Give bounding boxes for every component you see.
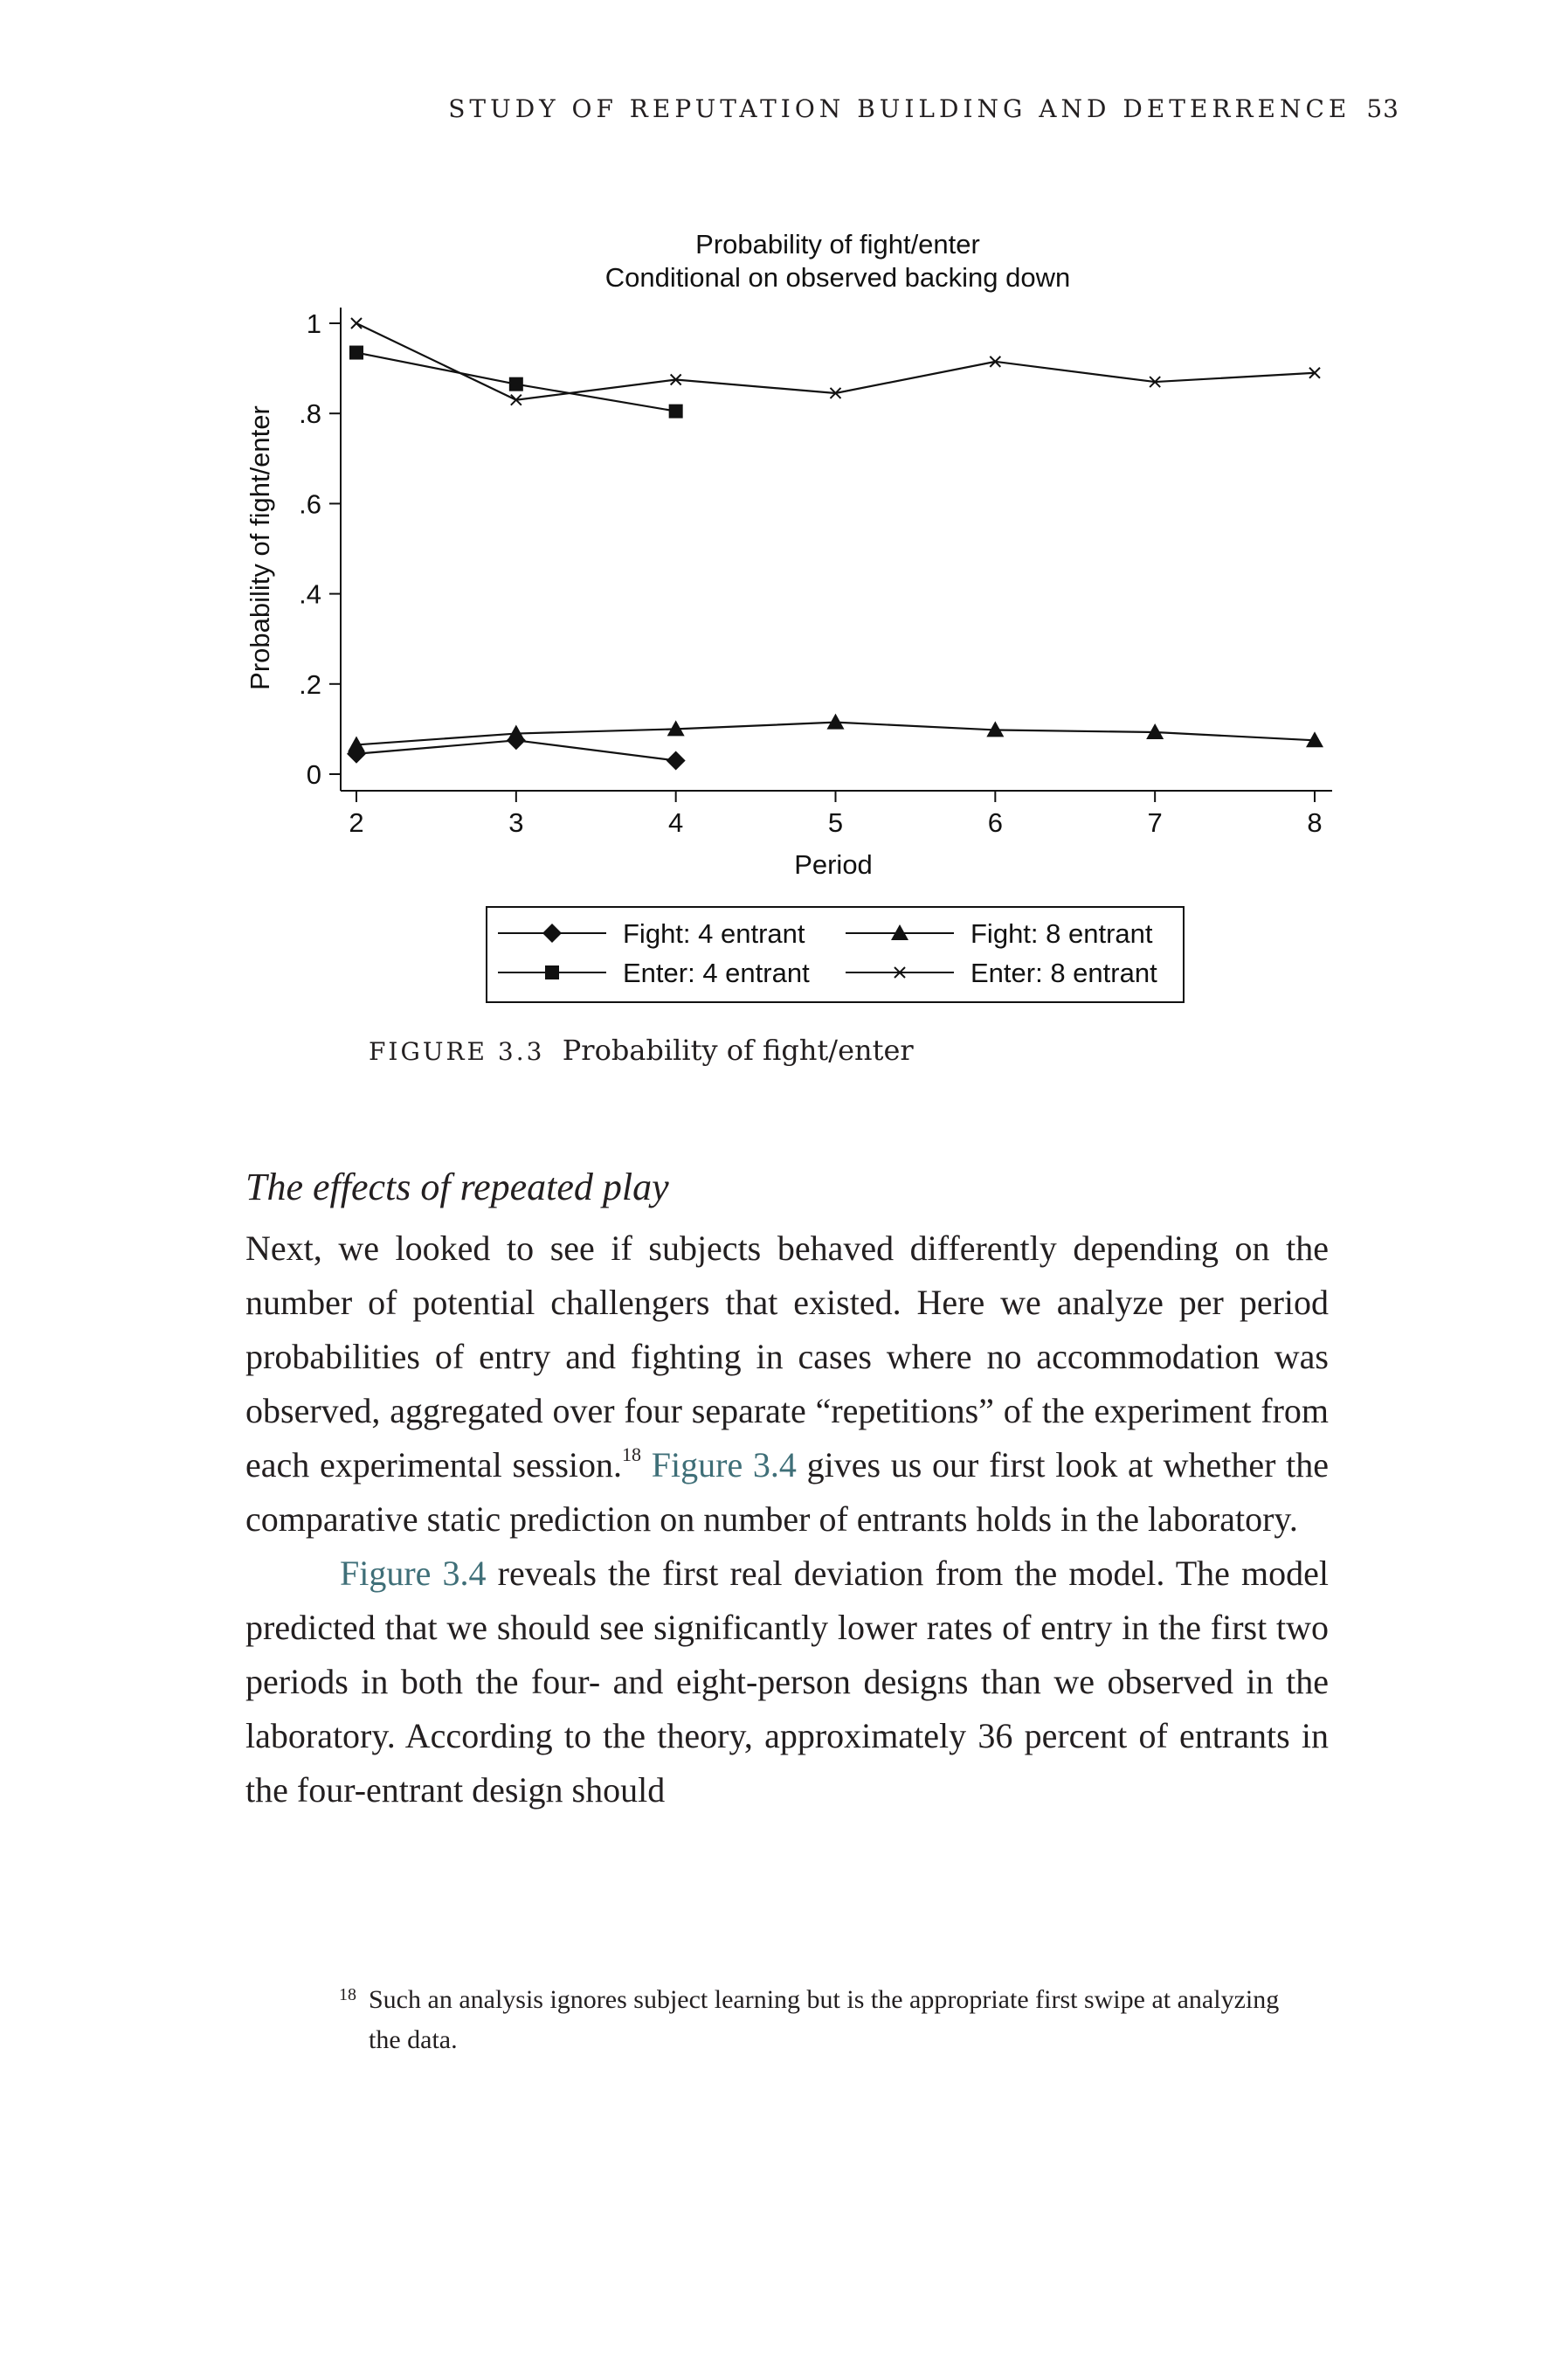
figure-chart: [0, 0, 1568, 1014]
x-tick-label: 3: [508, 807, 524, 838]
paragraph-2-text: reveals the first real deviation from the model. The model predicted that we should see significantly lower rates of entry in the first two periods in both the four- and eight-person designs than we observed in the laboratory. According to the theory, approximately 36 percent of entrants in the four-entrant design should: [245, 1554, 1329, 1810]
chart-title: Probability of fight/enter: [695, 229, 980, 260]
legend-marker-square: [545, 965, 559, 979]
chart-subtitle: Conditional on observed backing down: [604, 262, 1071, 293]
series-line: [356, 323, 1315, 400]
y-axis-label: Probability of fight/enter: [245, 405, 275, 690]
x-axis-label: Period: [794, 849, 873, 880]
data-point-x: [351, 318, 362, 329]
footnote-ref[interactable]: 18: [622, 1443, 642, 1465]
y-tick-label: .2: [299, 668, 321, 700]
chart-series-lines: [356, 323, 1315, 761]
figure-reference-link[interactable]: Figure 3.4: [651, 1445, 797, 1484]
data-point-square: [349, 346, 363, 360]
y-tick-label: .6: [299, 488, 321, 520]
x-tick-label: 5: [827, 807, 844, 838]
y-tick-label: .4: [299, 578, 321, 610]
paragraph-1-text-a: Next, we looked to see if subjects behaved differently depending on the number of potential challengers that existed. Here we analyze per period probabilities of entry and fighting in cases where no accommodation was observed, aggregated over four separate “repetitions” of the experiment from each experimental session.: [245, 1228, 1329, 1484]
chart-series-markers: [347, 318, 1323, 771]
figure-reference-link[interactable]: Figure 3.4: [340, 1554, 487, 1593]
running-title: STUDY OF REPUTATION BUILDING AND DETERRENCE: [448, 94, 1351, 123]
legend-entry: Enter: 4 entrant: [623, 958, 810, 988]
paragraph-1-text-b: gives us our first look at whether the comparative static prediction on number of entrants holds in the laboratory.: [245, 1445, 1330, 1539]
y-tick-label: 1: [306, 308, 321, 339]
y-tick-label: .8: [299, 398, 321, 430]
footnote-number: 18: [339, 1985, 356, 2004]
data-point-square: [669, 405, 683, 419]
footnote-text: Such an analysis ignores subject learning but is the appropriate first swipe at analyzing the data.: [369, 1985, 1280, 2054]
y-tick-label: 0: [306, 759, 321, 790]
x-tick-label: 4: [668, 807, 684, 838]
figure-caption: [369, 1034, 1330, 1067]
x-tick-label: 7: [1147, 807, 1163, 838]
data-point-triangle: [827, 714, 845, 730]
figure-label: FIGURE 3.3: [369, 1037, 545, 1066]
footnote: [339, 1980, 1317, 2060]
chart-legend: [487, 907, 1184, 1002]
x-tick-label: 6: [987, 807, 1003, 838]
section-heading: The effects of repeated play: [245, 1166, 669, 1208]
paragraph-1: [245, 1221, 1329, 1547]
x-tick-label: 2: [349, 807, 364, 838]
figure-caption-text: Probability of fight/enter: [562, 1034, 914, 1067]
legend-entry: Fight: 8 entrant: [971, 918, 1153, 949]
body-text: [245, 1221, 1329, 1817]
data-point-diamond: [667, 751, 686, 771]
legend-entry: Enter: 8 entrant: [971, 958, 1157, 988]
chart-axes: [299, 308, 1332, 838]
page-number: 53: [1366, 94, 1399, 123]
legend-marker-diamond: [542, 924, 562, 943]
paragraph-2: [245, 1547, 1329, 1817]
data-point-square: [509, 377, 523, 391]
legend-entry: Fight: 4 entrant: [623, 918, 805, 949]
x-tick-label: 8: [1307, 807, 1323, 838]
